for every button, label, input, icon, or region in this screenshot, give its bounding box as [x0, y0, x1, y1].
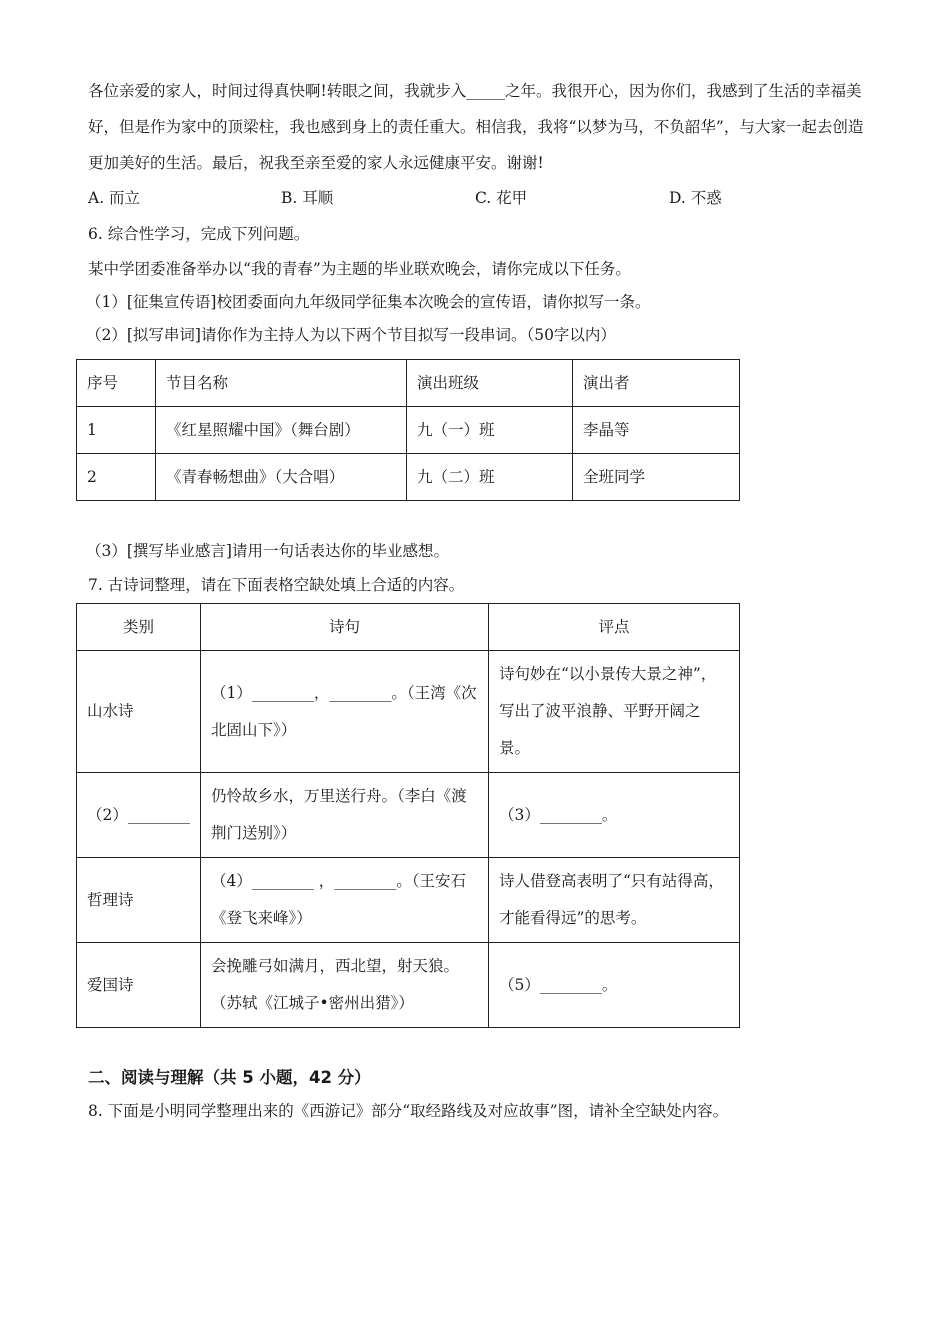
- q6-intro: 某中学团委准备举办以“我的青春”为主题的毕业联欢晚会，请你完成以下任务。: [88, 260, 631, 278]
- q5-paragraph: 各位亲爱的家人，时间过得真快啊!转眼之间，我就步入_____之年。我很开心，因为你们，我感到了生活的幸福美好，但是作为家中的顶梁柱，我也感到身上的责任重大。相信我，我将“以梦为马，不负韶华”，与大家一起去创造更加美好的生活。最后，祝我至亲至爱的家人永远健康平安。谢谢!: [88, 82, 864, 172]
- header-cell: 演出班级: [407, 360, 573, 407]
- q8-text: 8. 下面是小明同学整理出来的《西游记》部分“取经路线及对应故事”图，请补全空缺处内容。: [88, 1102, 729, 1120]
- table-cell: 全班同学: [573, 454, 740, 501]
- header-cell: 诗句: [201, 604, 489, 651]
- table-cell: 李晶等: [573, 407, 740, 454]
- table-row: [77, 454, 740, 501]
- option-c: C. 花甲: [475, 189, 528, 207]
- category-cell: 爱国诗: [77, 943, 201, 1028]
- poem-cell: 仍怜故乡水，万里送行舟。（李白《渡荆门送别》）: [201, 773, 489, 858]
- program-table: [76, 359, 740, 501]
- table-cell: 九（二）班: [407, 454, 573, 501]
- table-header-row: [77, 360, 740, 407]
- category-cell: （2）________: [77, 773, 201, 858]
- table-row: [77, 773, 740, 858]
- q5-options: [88, 186, 888, 210]
- table-row: [77, 943, 740, 1028]
- table-row: [77, 407, 740, 454]
- category-cell: 山水诗: [77, 651, 201, 773]
- q6-task3: （3）[撰写毕业感言]请用一句话表达你的毕业感想。: [86, 542, 449, 560]
- table-cell: 《青春畅想曲》（大合唱）: [156, 454, 407, 501]
- q6-title: 6. 综合性学习，完成下列问题。: [88, 225, 310, 243]
- comment-cell: （5）________。: [489, 943, 740, 1028]
- header-cell: 类别: [77, 604, 201, 651]
- poem-cell: 会挽雕弓如满月，西北望，射天狼。（苏轼《江城子•密州出猎》）: [201, 943, 489, 1028]
- table-cell: 1: [77, 407, 156, 454]
- table-cell: 2: [77, 454, 156, 501]
- header-cell: 评点: [489, 604, 740, 651]
- table-row: [77, 858, 740, 943]
- poem-cell: （1）________，________。（王湾《次北固山下》）: [201, 651, 489, 773]
- category-cell: 哲理诗: [77, 858, 201, 943]
- header-cell: 演出者: [573, 360, 740, 407]
- table-cell: 《红星照耀中国》（舞台剧）: [156, 407, 407, 454]
- q6-task1: （1）[征集宣传语]校团委面向九年级同学征集本次晚会的宣传语，请你拟写一条。: [86, 293, 651, 311]
- q7-title: 7. 古诗词整理，请在下面表格空缺处填上合适的内容。: [88, 576, 465, 594]
- q6-task2: （2）[拟写串词]请你作为主持人为以下两个节目拟写一段串词。（50字以内）: [86, 326, 616, 344]
- table-header-row: [77, 604, 740, 651]
- comment-cell: （3）________。: [489, 773, 740, 858]
- option-b: B. 耳顺: [281, 189, 334, 207]
- comment-cell: 诗句妙在“以小景传大景之神”，写出了波平浪静、平野开阔之景。: [489, 651, 740, 773]
- table-row: [77, 651, 740, 773]
- header-cell: 节目名称: [156, 360, 407, 407]
- table-cell: 九（一）班: [407, 407, 573, 454]
- option-d: D. 不惑: [669, 189, 722, 207]
- comment-cell: 诗人借登高表明了“只有站得高，才能看得远”的思考。: [489, 858, 740, 943]
- poetry-table: [76, 603, 740, 1028]
- poem-cell: （4）________ ，________。（王安石《登飞来峰》）: [201, 858, 489, 943]
- section-title: 二、阅读与理解（共 5 小题，42 分）: [88, 1068, 371, 1087]
- option-a: A. 而立: [88, 189, 141, 207]
- header-cell: 序号: [77, 360, 156, 407]
